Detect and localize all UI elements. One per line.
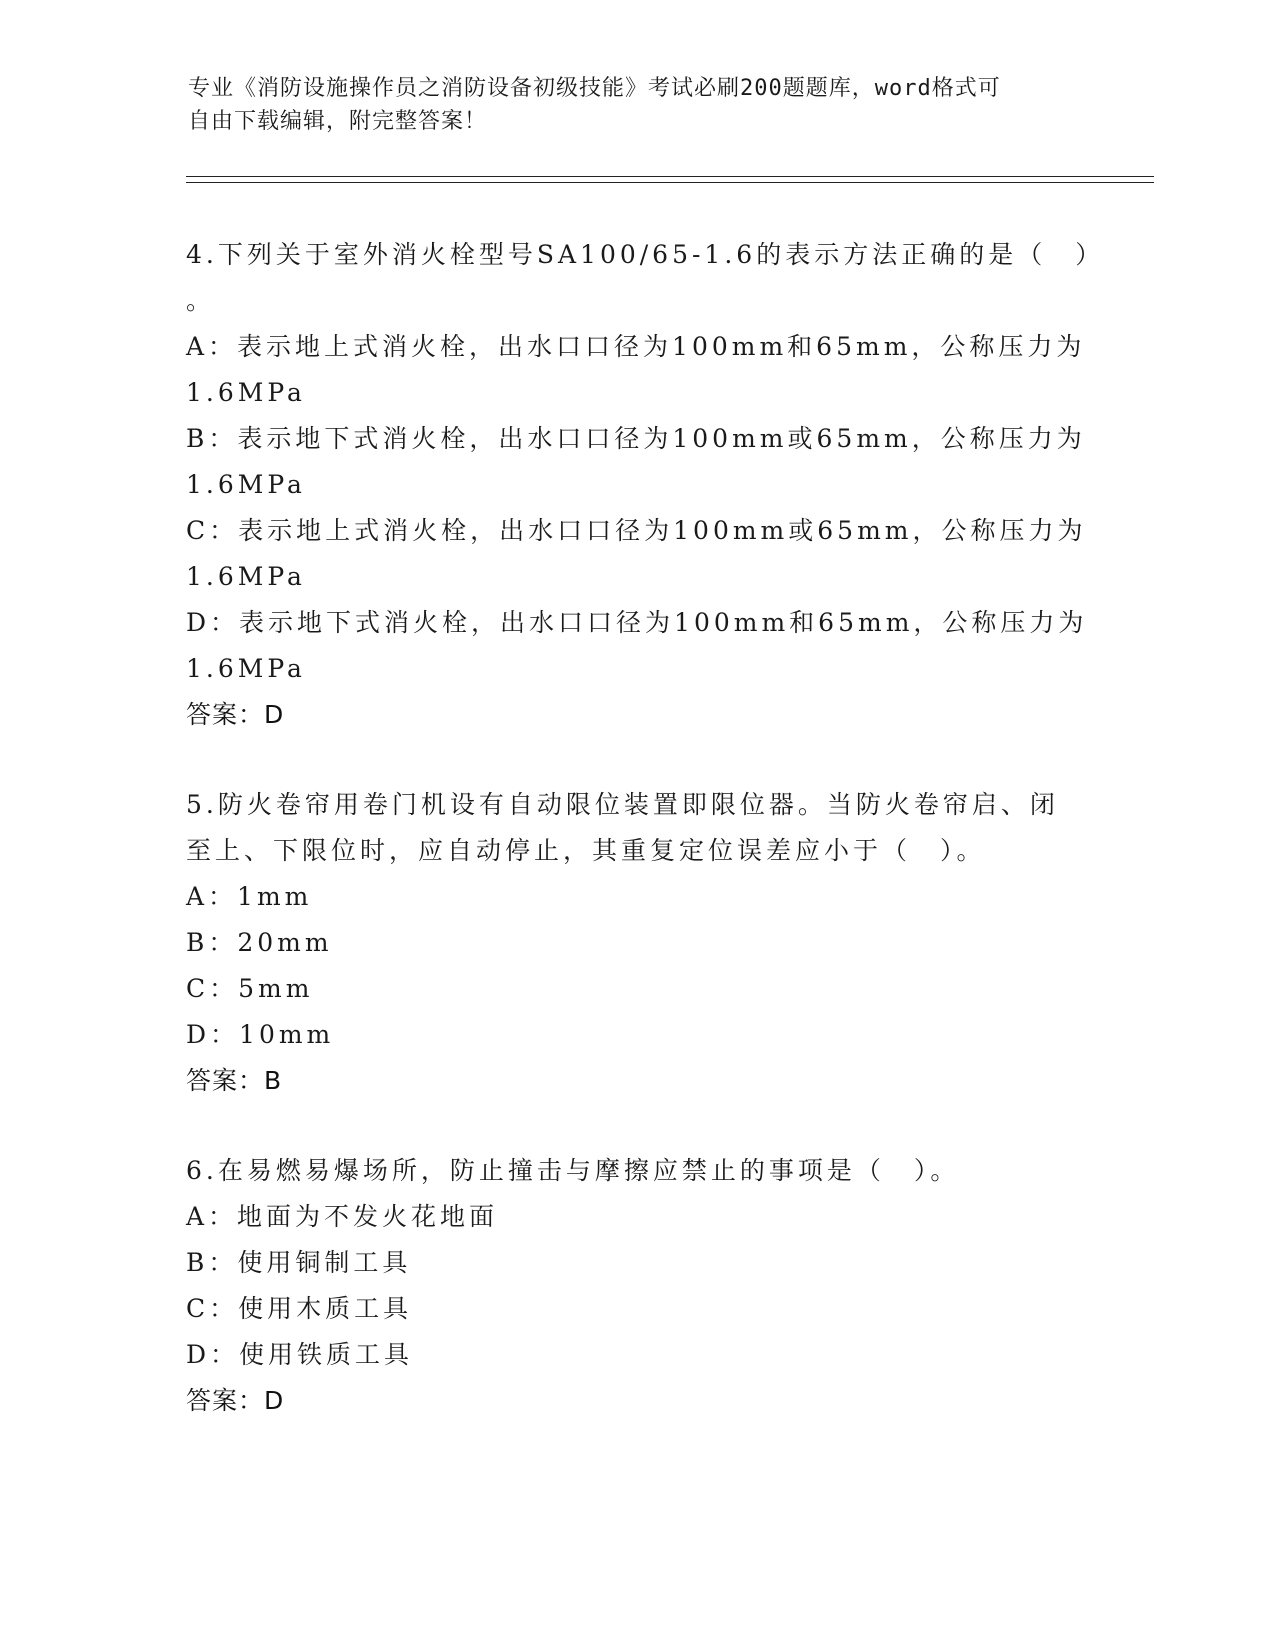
option-a-continued: 1.6MPa bbox=[186, 378, 306, 407]
option-a: A：地面为不发火花地面 bbox=[186, 1202, 499, 1231]
answer-label: 答案：D bbox=[186, 1386, 285, 1415]
option-b: B：表示地下式消火栓，出水口口径为100mm或65mm，公称压力为 bbox=[186, 424, 1086, 453]
option-c-continued: 1.6MPa bbox=[186, 562, 306, 591]
question-stem-continued: 。 bbox=[186, 286, 216, 315]
option-d: D：使用铁质工具 bbox=[186, 1340, 414, 1369]
option-d-continued: 1.6MPa bbox=[186, 654, 306, 683]
question-5 bbox=[186, 782, 1126, 1104]
question-4 bbox=[186, 232, 1126, 738]
question-stem: 4.下列关于室外消火栓型号SA100/65-1.6的表示方法正确的是（ ） bbox=[186, 240, 1105, 269]
option-c: C：表示地上式消火栓，出水口口径为100mm或65mm，公称压力为 bbox=[186, 516, 1087, 545]
option-c: C：使用木质工具 bbox=[186, 1294, 413, 1323]
question-stem-continued: 至上、下限位时，应自动停止，其重复定位误差应小于（ ）。 bbox=[186, 836, 986, 865]
option-b-continued: 1.6MPa bbox=[186, 470, 306, 499]
option-d: D：表示地下式消火栓，出水口口径为100mm和65mm，公称压力为 bbox=[186, 608, 1088, 637]
option-d: D：10mm bbox=[186, 1020, 335, 1049]
header-divider-bottom bbox=[186, 182, 1154, 183]
answer-label: 答案：D bbox=[186, 700, 285, 729]
question-6 bbox=[186, 1148, 1126, 1424]
question-stem: 5.防火卷帘用卷门机设有自动限位装置即限位器。当防火卷帘启、闭 bbox=[186, 790, 1059, 819]
header-line-2: 自由下载编辑，附完整答案！ bbox=[188, 109, 488, 134]
answer-label: 答案：B bbox=[186, 1066, 283, 1095]
spacer bbox=[186, 738, 1126, 782]
option-c: C：5mm bbox=[186, 974, 314, 1003]
option-a: A：1mm bbox=[186, 882, 313, 911]
header-divider-top bbox=[186, 176, 1154, 177]
spacer bbox=[186, 1104, 1126, 1148]
document-header bbox=[188, 72, 1088, 138]
question-stem: 6.在易燃易爆场所，防止撞击与摩擦应禁止的事项是（ ）。 bbox=[186, 1156, 960, 1185]
question-list bbox=[186, 232, 1126, 1424]
option-a: A：表示地上式消火栓，出水口口径为100mm和65mm，公称压力为 bbox=[186, 332, 1086, 361]
header-line-1: 专业《消防设施操作员之消防设备初级技能》考试必刷200题题库，word格式可 bbox=[188, 76, 1001, 101]
option-b: B：20mm bbox=[186, 928, 333, 957]
option-b: B：使用铜制工具 bbox=[186, 1248, 412, 1277]
